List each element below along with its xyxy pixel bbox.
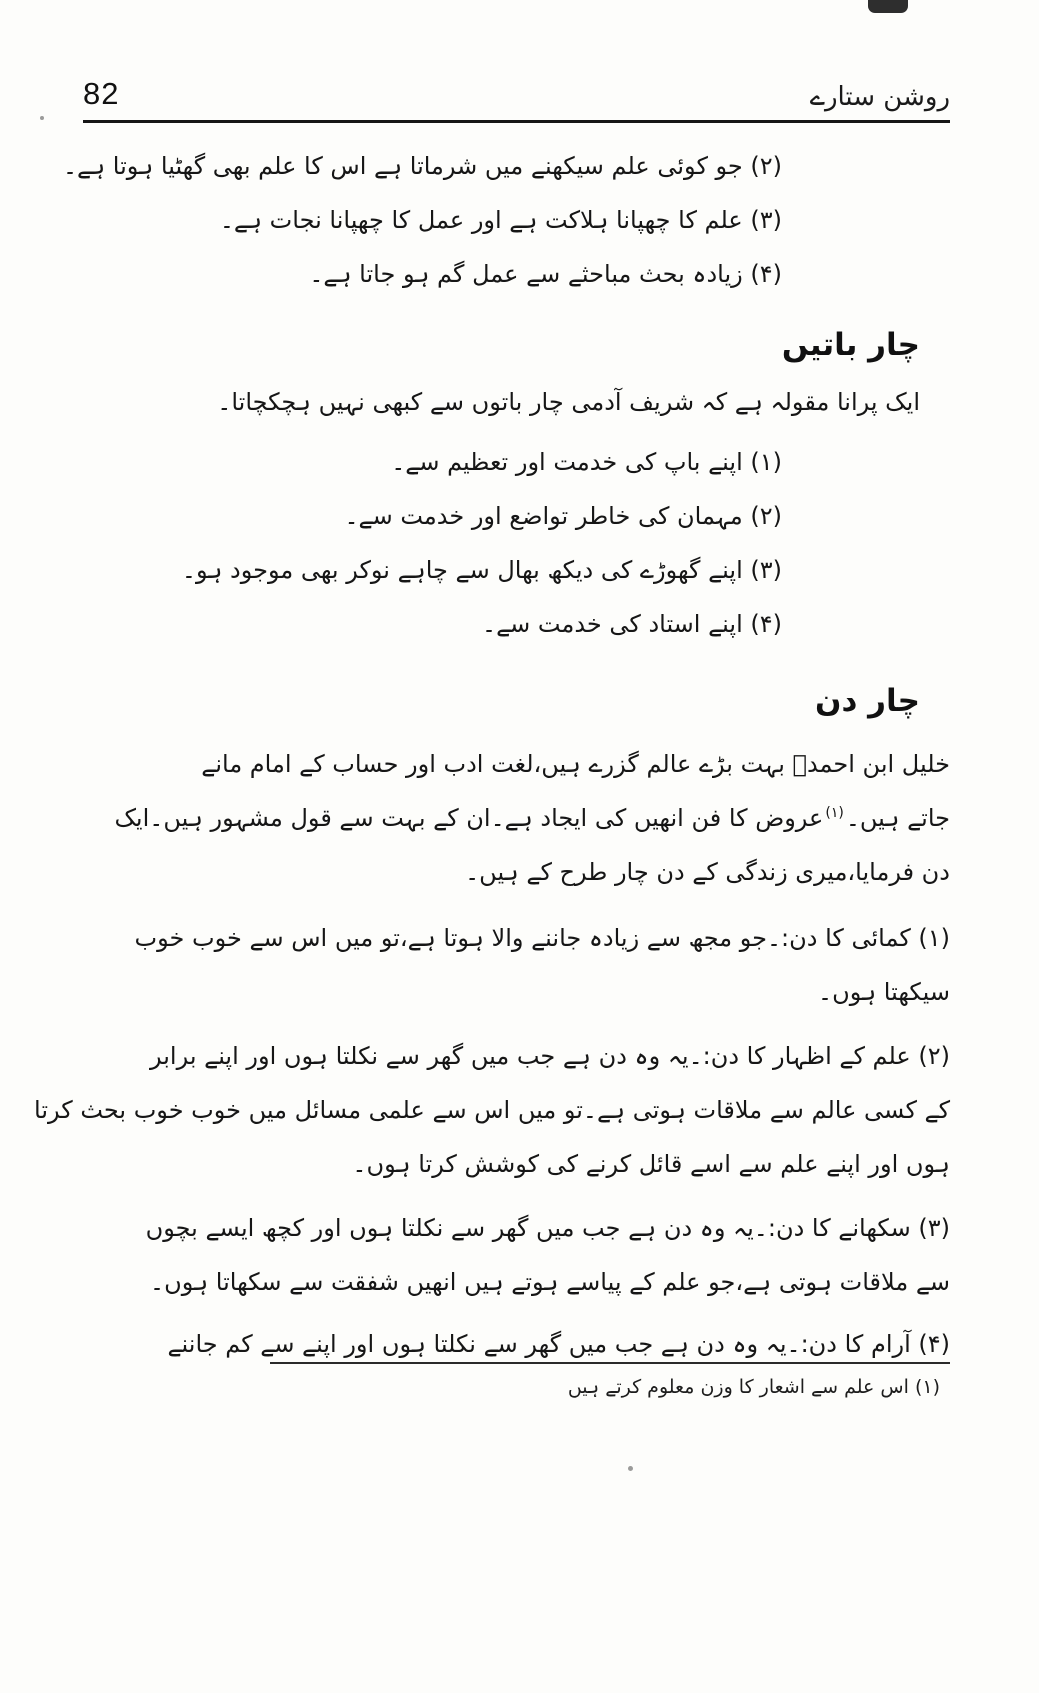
list-item: (۲) مہمان کی خاطر تواضع اور خدمت سے۔ xyxy=(344,502,782,530)
paragraph-day-2 xyxy=(34,1029,950,1191)
page-content xyxy=(34,72,950,1371)
page-number: 82 xyxy=(83,76,120,111)
scan-speck xyxy=(628,1466,633,1471)
paragraph-khalil-intro xyxy=(83,737,950,899)
paragraph-line: (۱) کمائی کا دن:۔جو مجھ سے زیادہ جاننے والا ہوتا ہے،تو میں اس سے خوب خوب xyxy=(134,924,950,952)
paragraph-line: ہوں اور اپنے علم سے اسے قائل کرنے کی کوشش کرتا ہوں۔ xyxy=(352,1150,950,1178)
section-char-batain xyxy=(83,375,950,651)
list-item: (۴) زیادہ بحث مباحثے سے عمل گم ہو جاتا ہے۔ xyxy=(309,260,782,288)
book-title: روشن ستارے xyxy=(809,82,950,112)
paragraph-line xyxy=(83,791,950,845)
line-segment: عروض کا فن انھیں کی ایجاد ہے۔ان کے بہت سے قول مشہور ہیں۔ایک xyxy=(114,804,824,832)
paragraph-day-3 xyxy=(83,1201,950,1309)
paragraph-day-1 xyxy=(83,911,950,1019)
paragraph-line: (۲) علم کے اظہار کا دن:۔یہ وہ دن ہے جب میں گھر سے نکلتا ہوں اور اپنے برابر xyxy=(149,1042,950,1070)
footnote-area xyxy=(270,1362,950,1410)
paragraph-line: سے ملاقات ہوتی ہے،جو علم کے پیاسے ہوتے ہیں انھیں شفقت سے سکھاتا ہوں۔ xyxy=(150,1268,950,1296)
header-rule xyxy=(83,120,950,123)
numbered-list-batain xyxy=(83,435,950,651)
paragraph-line: کے کسی عالم سے ملاقات ہوتی ہے۔تو میں اس سے علمی مسائل میں خوب خوب بحث کرتا xyxy=(34,1096,950,1124)
list-item: (۲) جو کوئی علم سیکھنے میں شرماتا ہے اس کا علم بھی گھٹیا ہوتا ہے۔ xyxy=(62,152,782,180)
section-char-din xyxy=(34,737,950,1371)
section-heading-char-batain: چار باتیں xyxy=(781,327,920,363)
numbered-list-continued xyxy=(62,139,950,301)
paragraph-line: دن فرمایا،میری زندگی کے دن چار طرح کے ہیں۔ xyxy=(465,858,950,886)
section-heading-char-din: چار دن xyxy=(815,683,920,719)
footnote-text: (۱) اس علم سے اشعار کا وزن معلوم کرتے ہیں xyxy=(567,1376,940,1398)
paragraph-line: سیکھتا ہوں۔ xyxy=(818,978,950,1006)
paragraph-line: خلیل ابن احمدؒ بہت بڑے عالم گزرے ہیں،لغت ادب اور حساب کے امام مانے xyxy=(201,750,950,778)
scan-artifact xyxy=(868,0,908,13)
paragraph-line: (۳) سکھانے کا دن:۔یہ وہ دن ہے جب میں گھر سے نکلتا ہوں اور کچھ ایسے بچوں xyxy=(145,1214,950,1242)
list-item: (۳) علم کا چھپانا ہلاکت ہے اور عمل کا چھپانا نجات ہے۔ xyxy=(219,206,782,234)
list-item: (۱) اپنے باپ کی خدمت اور تعظیم سے۔ xyxy=(391,448,782,476)
scan-speck xyxy=(40,116,44,120)
page-header xyxy=(83,72,950,120)
line-segment: جاتے ہیں۔ xyxy=(845,804,950,832)
list-item: (۳) اپنے گھوڑے کی دیکھ بھال سے چاہے نوکر بھی موجود ہو۔ xyxy=(181,556,782,584)
section-intro-line: ایک پرانا مقولہ ہے کہ شریف آدمی چار باتوں سے کبھی نہیں ہچکچاتا۔ xyxy=(217,388,920,416)
paragraph-line: (۴) آرام کا دن:۔یہ وہ دن ہے جب میں گھر سے نکلتا ہوں اور اپنے سے کم جاننے xyxy=(167,1330,950,1358)
list-item: (۴) اپنے استاد کی خدمت سے۔ xyxy=(482,610,782,638)
footnote-marker: (۱) xyxy=(825,805,844,821)
